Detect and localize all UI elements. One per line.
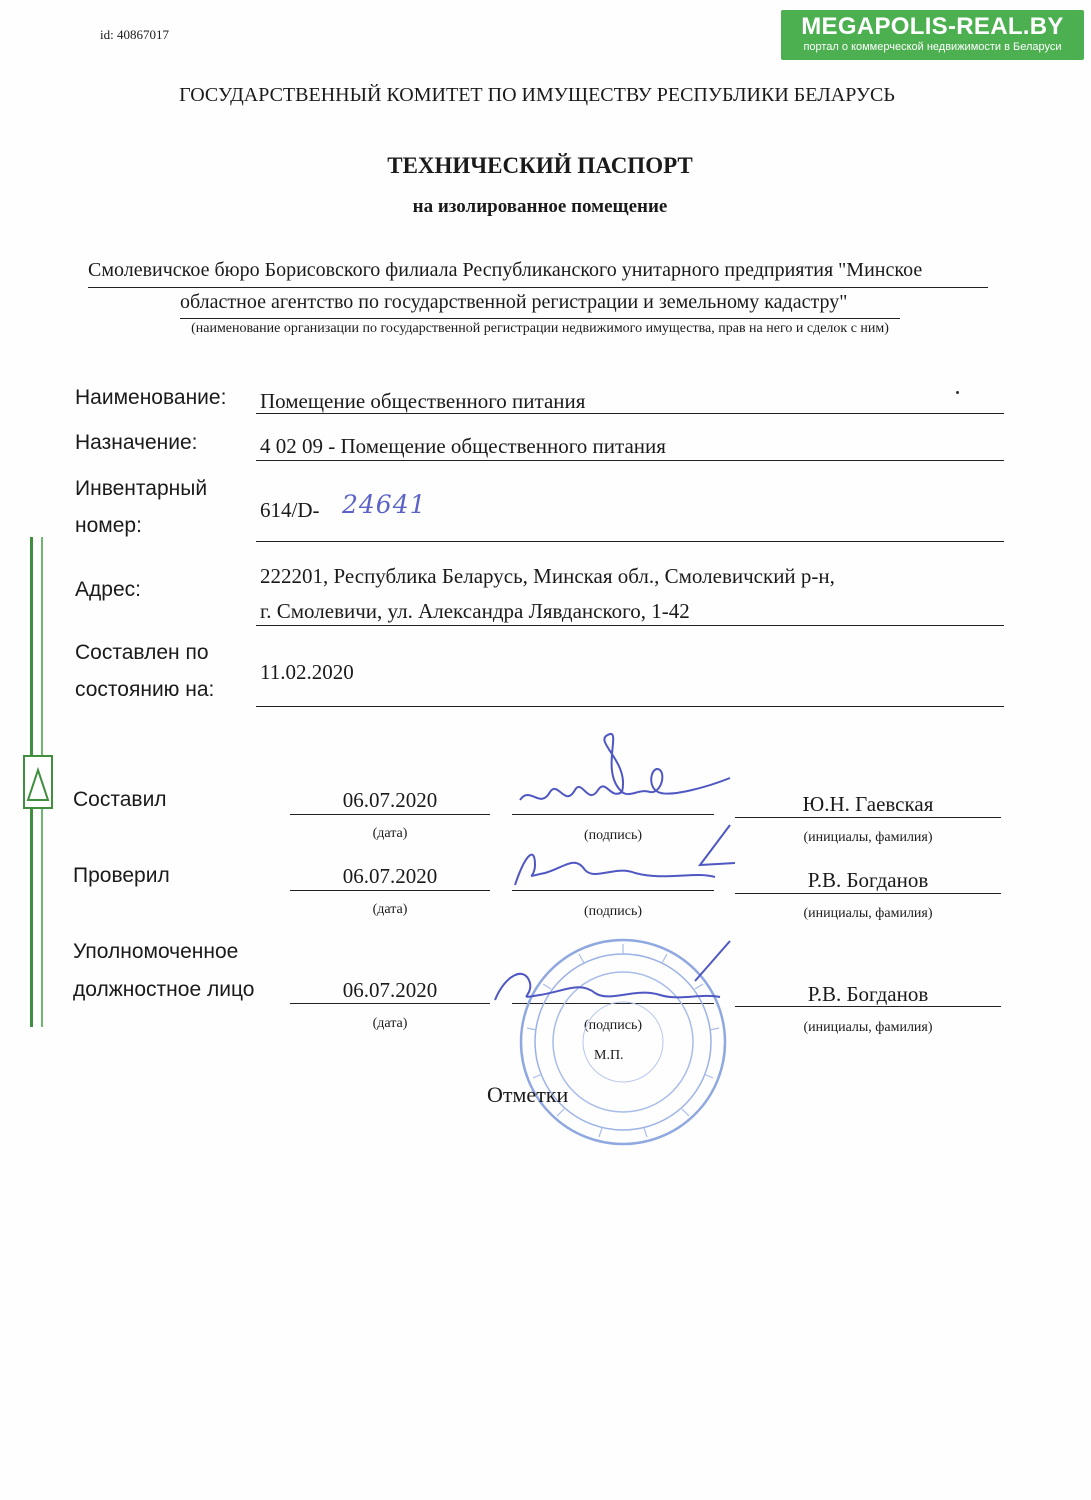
- signature-row-1-date: 06.07.2020: [342, 788, 438, 812]
- purpose-underline: [256, 460, 1004, 461]
- address-label: Адрес:: [75, 578, 141, 601]
- signature-row-3-date-line: [290, 1003, 490, 1004]
- signature-row-2-sign-hint: (подпись): [583, 904, 643, 919]
- signature-row-1-name-hint: (инициалы, фамилия): [803, 830, 933, 845]
- watermark-subtitle: портал о коммерческой недвижимости в Беларуси: [803, 41, 1062, 53]
- organization-underline-1: [88, 287, 988, 288]
- name-label: Наименование:: [75, 386, 227, 409]
- organization-hint: (наименование организации по государственной регистрации недвижимого имущества, прав на него и сделок с ним): [191, 321, 889, 336]
- organization-line-1: Смолевичское бюро Борисовского филиала Республиканского унитарного предприятия "Минское: [88, 259, 923, 281]
- document-title: ТЕХНИЧЕСКИЙ ПАСПОРТ: [387, 153, 693, 178]
- seal-place-label: М.П.: [594, 1048, 624, 1063]
- signature-row-3-date: 06.07.2020: [342, 978, 438, 1002]
- purpose-value: 4 02 09 - Помещение общественного питания: [260, 434, 666, 458]
- organization-line-2: областное агентство по государственной регистрации и земельному кадастру": [180, 291, 848, 313]
- signature-row-2-name: Р.В. Богданов: [807, 868, 929, 892]
- state-underline: [256, 706, 1004, 707]
- name-value: Помещение общественного питания: [260, 389, 586, 413]
- signature-row-3-date-hint: (дата): [372, 1016, 408, 1031]
- signature-row-1-name-line: [735, 817, 1001, 818]
- signature-row-2-label: Проверил: [73, 864, 170, 887]
- signature-row-2-date-line: [290, 890, 490, 891]
- inventory-underline: [256, 541, 1004, 542]
- notes-heading: Отметки: [487, 1082, 569, 1107]
- signature-2-scribble: [505, 815, 745, 895]
- signature-row-1-sign-hint: (подпись): [583, 828, 643, 843]
- signature-row-3-name-hint: (инициалы, фамилия): [803, 1020, 933, 1035]
- signature-row-1-label: Составил: [73, 788, 167, 811]
- signature-row-2-date-hint: (дата): [372, 902, 408, 917]
- name-underline: [256, 413, 1004, 414]
- signature-row-2-name-hint: (инициалы, фамилия): [803, 906, 933, 921]
- state-date-value: 11.02.2020: [260, 660, 354, 684]
- document-id: id: 40867017: [100, 27, 169, 42]
- address-line-1: 222201, Республика Беларусь, Минская обл., Смолевичский р-н,: [260, 564, 835, 588]
- signature-row-3-name: Р.В. Богданов: [807, 982, 929, 1006]
- address-underline: [256, 625, 1004, 626]
- state-label-line-1: Составлен по: [75, 641, 209, 664]
- address-line-2: г. Смолевичи, ул. Александра Лявданского, 1-42: [260, 599, 690, 623]
- signature-3-scribble: [485, 935, 735, 1015]
- inventory-prefix: 614/D-: [260, 498, 320, 522]
- state-label-line-2: состоянию на:: [75, 678, 215, 701]
- signature-row-3-sign-hint: (подпись): [583, 1018, 643, 1033]
- signature-row-2-name-line: [735, 893, 1001, 894]
- inventory-label-line-1: Инвентарный: [75, 477, 208, 500]
- organization-underline-2: [180, 318, 900, 319]
- signature-row-3-name-line: [735, 1006, 1001, 1007]
- inventory-label-line-2: номер:: [75, 514, 142, 537]
- signature-row-3-label-line-1: Уполномоченное: [73, 940, 239, 963]
- signature-row-3-label-line-2: должностное лицо: [73, 978, 255, 1001]
- signature-row-1-date-hint: (дата): [372, 826, 408, 841]
- margin-tab-icon: [18, 752, 58, 812]
- document-subtitle: на изолированное помещение: [412, 196, 668, 217]
- signature-1-scribble: [510, 730, 740, 820]
- purpose-label: Назначение:: [75, 431, 198, 454]
- scan-speck: [956, 391, 959, 394]
- signature-row-1-date-line: [290, 814, 490, 815]
- watermark-title: MEGAPOLIS-REAL.BY: [801, 13, 1064, 40]
- inventory-handwritten-number: 24641: [342, 490, 427, 519]
- signature-row-2-date: 06.07.2020: [342, 864, 438, 888]
- signature-row-1-name: Ю.Н. Гаевская: [802, 792, 934, 816]
- watermark-badge: [781, 10, 1084, 60]
- committee-heading: ГОСУДАРСТВЕННЫЙ КОМИТЕТ ПО ИМУЩЕСТВУ РЕСПУБЛИКИ БЕЛАРУСЬ: [179, 84, 895, 106]
